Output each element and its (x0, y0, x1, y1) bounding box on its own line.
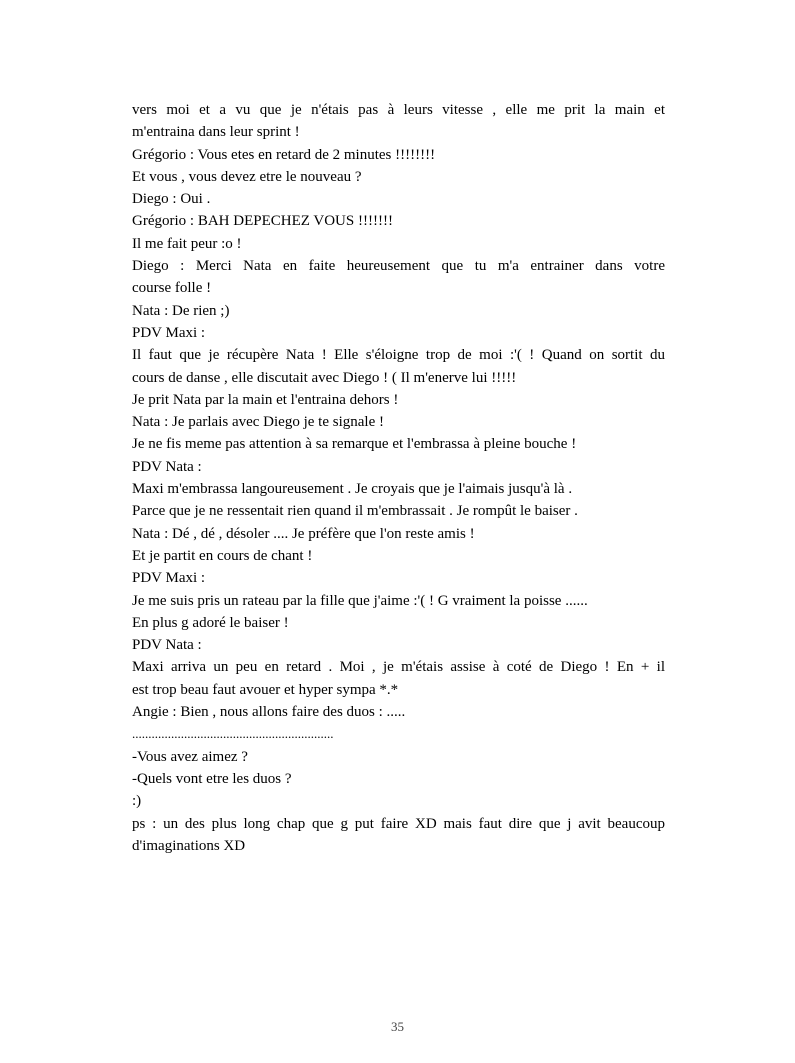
text-line: Angie : Bien , nous allons faire des duos : ..... (132, 704, 406, 721)
text-line: PDV Nata : (132, 458, 202, 475)
text-line: -Vous avez aimez ? (132, 748, 248, 765)
text-line: :) (132, 793, 142, 810)
text-line: Je me suis pris un rateau par la fille que j'aime :'( ! G vraiment la poisse ...... (132, 592, 588, 609)
text-line: En plus g adoré le baiser ! (132, 614, 289, 631)
text-line: course folle ! (132, 280, 212, 297)
page-number: 35 (391, 1019, 404, 1034)
text-line: Nata : Je parlais avec Diego je te signale ! (132, 414, 384, 431)
text-line: d'imaginations XD (132, 837, 246, 854)
text-line: PDV Nata : (132, 637, 202, 654)
text-line: Il faut que je récupère Nata ! Elle s'éloigne trop de moi :'( ! Quand on sortit du (132, 347, 665, 364)
text-line: est trop beau faut avouer et hyper sympa *.* (132, 681, 399, 698)
separator-dots: .............................................................. (132, 726, 334, 742)
text-line: Il me fait peur :o ! (132, 235, 242, 252)
text-line: Parce que je ne ressentait rien quand il m'embrassait . Je rompût le baiser . (132, 503, 578, 520)
text-line: PDV Maxi : (132, 570, 206, 587)
text-line: Je ne fis meme pas attention à sa remarque et l'embrassa à pleine bouche ! (132, 436, 577, 453)
text-line: Grégorio : Vous etes en retard de 2 minutes !!!!!!!! (132, 146, 436, 163)
text-line: Diego : Oui . (132, 191, 211, 208)
text-line: -Quels vont etre les duos ? (132, 770, 292, 787)
document-body (132, 99, 665, 857)
text-line: m'entraina dans leur sprint ! (132, 124, 300, 141)
text-line: cours de danse , elle discutait avec Diego ! ( Il m'enerve lui !!!!! (132, 369, 517, 386)
text-line: vers moi et a vu que je n'étais pas à leurs vitesse , elle me prit la main et (132, 102, 665, 118)
text-line: Grégorio : BAH DEPECHEZ VOUS !!!!!!! (132, 213, 393, 230)
text-line: Nata : Dé , dé , désoler .... Je préfère que l'on reste amis ! (132, 525, 475, 542)
text-line: Maxi m'embrassa langoureusement . Je croyais que je l'aimais jusqu'à là . (132, 481, 573, 498)
text-line: PDV Maxi : (132, 324, 206, 341)
text-line: ps : un des plus long chap que g put faire XD mais faut dire que j avit beaucoup (132, 815, 665, 832)
text-line: Diego : Merci Nata en faite heureusement que tu m'a entrainer dans votre (132, 258, 665, 275)
text-line: Et je partit en cours de chant ! (132, 547, 313, 564)
text-line: Et vous , vous devez etre le nouveau ? (132, 168, 362, 185)
text-line: Je prit Nata par la main et l'entraina dehors ! (132, 391, 399, 408)
text-line: Nata : De rien ;) (132, 302, 230, 319)
text-line: Maxi arriva un peu en retard . Moi , je m'étais assise à coté de Diego ! En + il (132, 659, 665, 676)
